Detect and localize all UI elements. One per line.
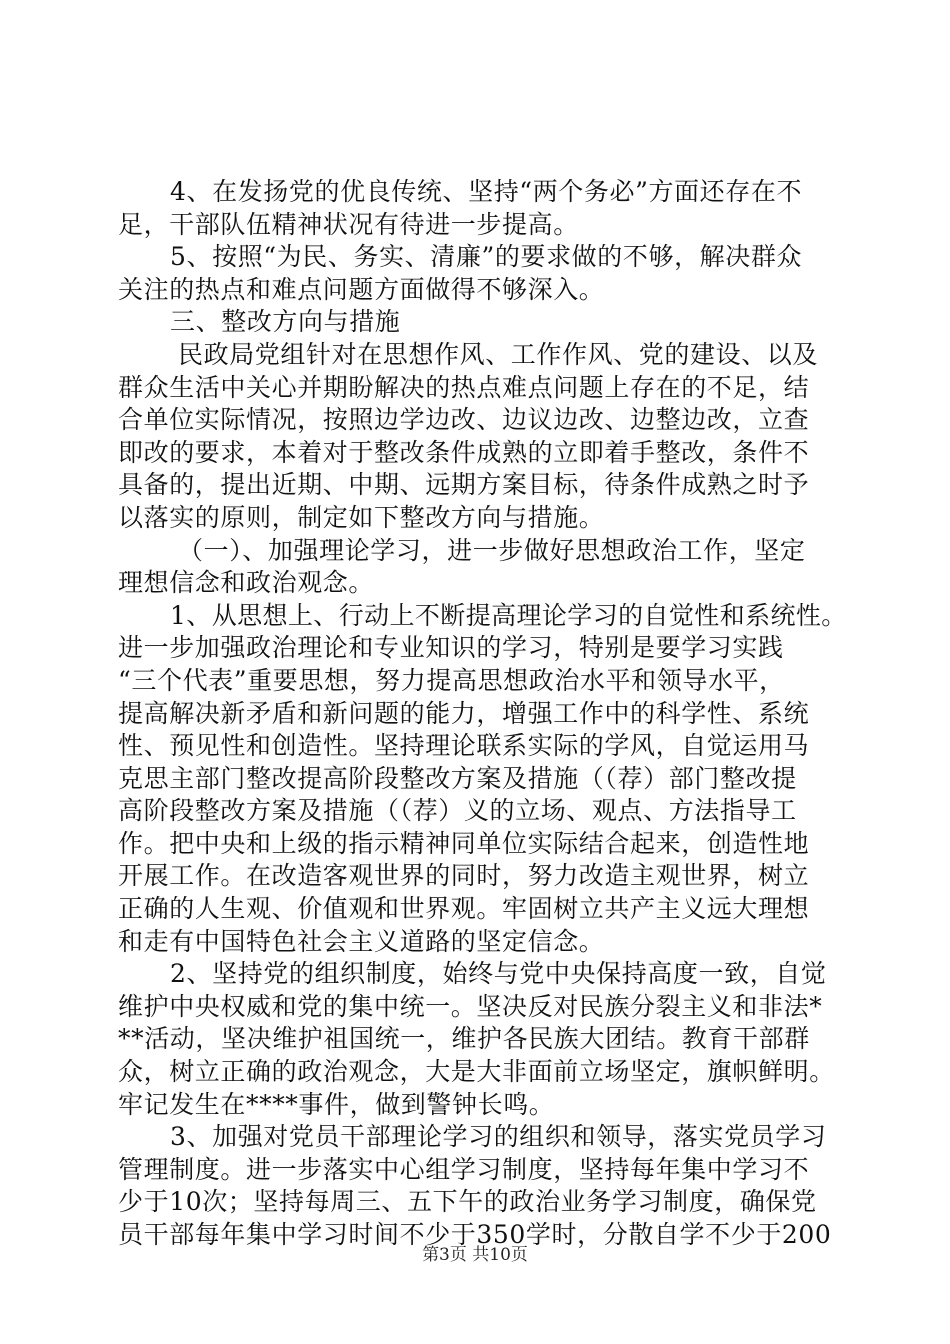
paragraph-line: 2、坚持党的组织制度，始终与党中央保持高度一致，自觉 <box>170 959 827 989</box>
paragraph-line: 员干部每年集中学习时间不少于350学时，分散自学不少于200 <box>118 1220 832 1249</box>
paragraph-line: 正确的人生观、价值观和世界观。牢固树立共产主义远大理想 <box>118 894 810 924</box>
paragraph-line: “三个代表”重要思想，努力提高思想政治水平和领导水平， <box>118 665 785 695</box>
paragraph-line: 合单位实际情况，按照边学边改、边议边改、边整边改，立查 <box>118 405 810 435</box>
paragraph-line: 众，树立正确的政治观念，大是大非面前立场坚定，旗帜鲜明。 <box>118 1057 835 1087</box>
paragraph-line: 1、从思想上、行动上不断提高理论学习的自觉性和系统性。 <box>170 600 847 630</box>
paragraph-line: 克思主部门整改提高阶段整改方案及措施（（荐）部门整改提 <box>118 763 797 793</box>
paragraph-line: 民政局党组针对在思想作风、工作作风、党的建设、以及 <box>178 339 819 369</box>
paragraph-line: 和走有中国特色社会主义道路的坚定信念。 <box>118 926 605 956</box>
paragraph-line: 少于10次；坚持每周三、五下午的政治业务学习制度，确保党 <box>118 1187 817 1217</box>
subsection-heading: 理想信念和政治观念。 <box>118 568 375 598</box>
paragraph-line: 牢记发生在****事件，做到警钟长鸣。 <box>118 1089 555 1119</box>
paragraph-line: 进一步加强政治理论和专业知识的学习，特别是要学习实践 <box>118 633 784 663</box>
paragraph-line: 具备的，提出近期、中期、远期方案目标，待条件成熟之时予 <box>118 470 810 500</box>
paragraph-line: 关注的热点和难点问题方面做得不够深入。 <box>118 274 605 304</box>
document-body <box>118 176 847 1252</box>
paragraph-line: 即改的要求，本着对于整改条件成熟的立即着手整改，条件不 <box>118 437 810 467</box>
paragraph-line: 足，干部队伍精神状况有待进一步提高。 <box>118 209 579 239</box>
paragraph-line: 以落实的原则，制定如下整改方向与措施。 <box>118 502 605 532</box>
paragraph-line: 性、预见性和创造性。坚持理论联系实际的学风，自觉运用马 <box>118 731 810 761</box>
paragraph-line: 维护中央权威和党的集中统一。坚决反对民族分裂主义和非法* <box>118 991 823 1021</box>
paragraph-line: 开展工作。在改造客观世界的同时，努力改造主观世界，树立 <box>118 861 810 891</box>
paragraph-line: 3、加强对党员干部理论学习的组织和领导，落实党员学习 <box>170 1122 827 1152</box>
paragraph-line: 管理制度。进一步落实中心组学习制度，坚持每年集中学习不 <box>118 1154 810 1184</box>
subsection-heading: （一）、加强理论学习，进一步做好思想政治工作，坚定 <box>178 535 806 565</box>
paragraph-line: 4、在发扬党的优良传统、坚持“两个务必”方面还存在不 <box>170 177 803 206</box>
page-number-footer: 第3页 共10页 <box>422 1245 528 1265</box>
paragraph-line: 提高解决新矛盾和新问题的能力，增强工作中的科学性、系统 <box>118 698 810 728</box>
section-heading: 三、整改方向与措施 <box>170 307 401 337</box>
paragraph-line: 高阶段整改方案及措施（（荐）义的立场、观点、方法指导工 <box>118 796 797 826</box>
paragraph-line: **活动，坚决维护祖国统一，维护各民族大团结。教育干部群 <box>118 1024 810 1054</box>
paragraph-line: 5、按照“为民、务实、清廉”的要求做的不够，解决群众 <box>170 242 803 272</box>
paragraph-line: 群众生活中关心并期盼解决的热点难点问题上存在的不足，结 <box>118 372 810 402</box>
paragraph-line: 作。把中央和上级的指示精神同单位实际结合起来，创造性地 <box>118 828 810 858</box>
